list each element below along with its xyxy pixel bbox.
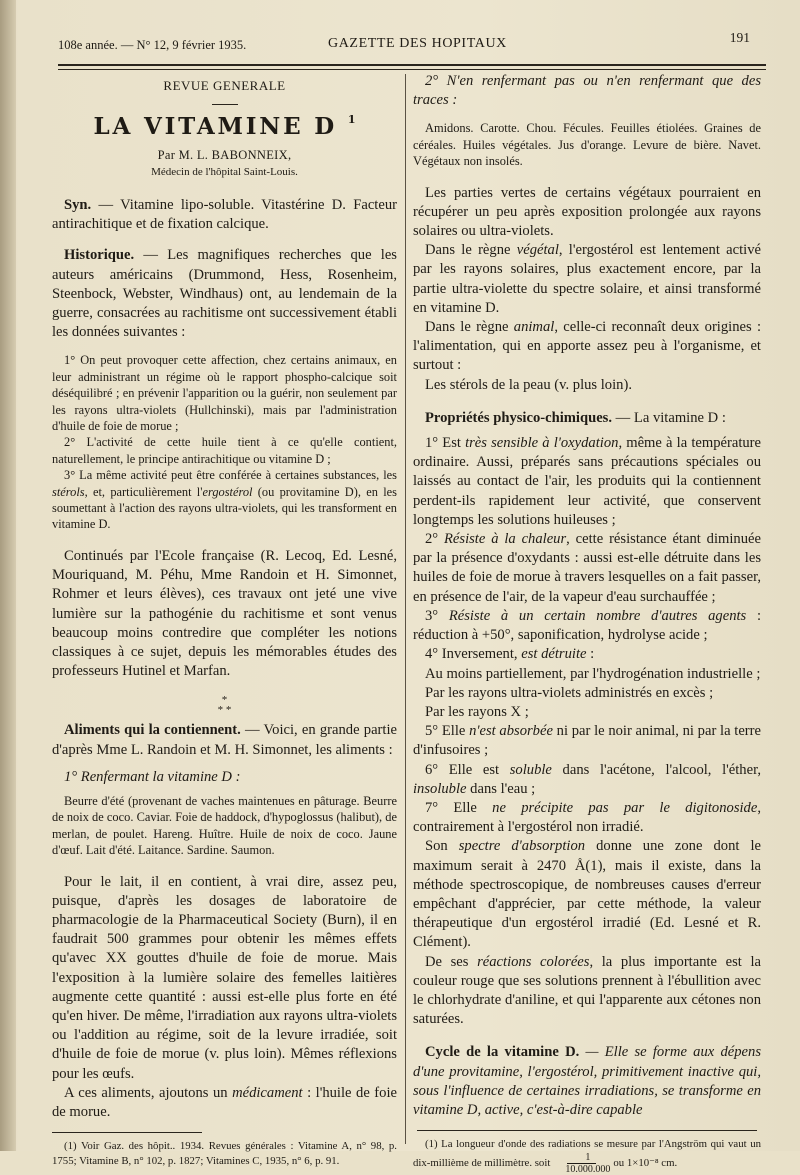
issue-info: 108e année. — N° 12, 9 février 1935. [58, 38, 247, 52]
property-4-item-2: Par les rayons ultra-violets administrés en excès ; [425, 684, 714, 701]
author-affiliation: Médecin de l'hôpital Saint-Louis. [151, 166, 298, 178]
aliments-paragraph: Aliments qui la contiennent. — Voici, en grande partie d'après Mme L. Randoin et M. H. Simonnet, les aliments : [52, 722, 398, 758]
color-reactions-paragraph: De ses réactions colorées, la plus importante est la couleur rouge que ses solutions prennent à l'ébullition avec le chlorhydrate d'aniline, et qui l'apparente aux cétones non saturées. [413, 953, 762, 1028]
left-column [52, 72, 397, 1168]
history-item-1: 1° On peut provoquer cette affection, chez certains animaux, en leur administrant un régime où le rapport phospho-calcique soit déséquilibré ; en prévenir l'apparition ou la guérir, non seulement par les rayons ultra-violets (Hullchinski), mais par l'administration d'huile de foie de morue ; [52, 353, 397, 434]
containing-heading: 1° Renfermant la vitamine D : [64, 768, 241, 785]
column-divider [405, 74, 406, 1144]
properties-paragraph: Propriétés physico-chimiques. — La vitamine D : [425, 409, 726, 426]
header-rule-thick [58, 64, 766, 66]
containing-food-list: Beurre d'été (provenant de vaches maintenues en pâturage. Beurre de noix de coco. Caviar. Foie de haddock, d'hypoglossus (halibut), de merlan, de poulet. Hareng. Huître. Huile de noix de coco. Jaune d'œuf. Lait d'été. Laitance. Sardine. Saumon. [52, 793, 397, 858]
fraction: $\frac{1}{10.000.000}$ [565, 1151, 611, 1175]
section-label: REVUE GENERALE [163, 78, 286, 93]
article-title: LA VITAMINE D $^1$ [93, 113, 356, 140]
animal-paragraph: Dans le règne animal, celle-ci reconnaît deux origines : l'alimentation, qui en apporte assez peu à l'organisme, et surtout : [413, 319, 761, 374]
author-line: Par M. L. BABONNEIX, [157, 148, 292, 162]
continued-paragraph: Continués par l'Ecole française (R. Lecoq, Ed. Lesné, Mouriquand, M. Péhu, Mme Randoin et H. Simonnet, Rohmer et leurs élèves), ces travaux ont jeté une vive lumière sur la pathogénie du rachitisme et sont venus beaucoup moins contredire que compléter les notions classiques à ce sujet, depuis les mémorables études des professeurs Hutinel et Marfan. [52, 547, 397, 680]
history-paragraph: Historique. — Les magnifiques recherches que les auteurs américains (Drummond, Hess, Rosenheim, Steenbock, Webster, Windhaus) ont, au lendemain de la guerre, consacrées au rachitisme ont successivement établi les données suivantes : [52, 247, 397, 341]
property-5: 5° Elle n'est absorbée ni par le noir animal, ni par la terre d'infusoires ; [413, 723, 762, 759]
history-item-2: 2° L'activité de cette huile tient à ce qu'elle contient, naturellement, le principe antirachitique ou vitamine D ; [52, 435, 397, 466]
footnote-rule [52, 1132, 202, 1133]
page-binding-edge [0, 0, 16, 1151]
property-1: 1° Est très sensible à l'oxydation, même à la température ordinaire. Aussi, préparés sans précautions spéciales ou laissés au contact de l'air, les produits qui la contiennent perdent-ils rapidement leur activité, que conservent longtemps les solutions huileuses ; [413, 435, 762, 528]
footnote-rule-right [417, 1130, 757, 1131]
property-4-item-3: Par les rayons X ; [425, 703, 529, 720]
title-separator [212, 104, 238, 105]
cycle-paragraph: Cycle de la vitamine D. — Elle se forme aux dépens d'une provitamine, l'ergostérol, primitivement inactive qui, sous l'influence de certaines irradiations, se transforme en vitamine D, active, c'est-à-dire capable [413, 1044, 761, 1118]
medicament-paragraph: A ces aliments, ajoutons un médicament : l'huile de foie de morue. [52, 1084, 397, 1120]
spectrum-paragraph: Son spectre d'absorption donne une zone dont le maximum serait à 2470 Å(1), mais il existe, dans la méthode spectroscopique, de nombreuses causes d'erreur empêchant d'apprécier, par cette méthode, la valeur thérapeutique d'un ergostérol irradié (Ed. Lesné et R. Clément). [413, 838, 761, 951]
title-footnote-mark: 1 [347, 113, 356, 126]
right-column [413, 72, 761, 1175]
green-parts-paragraph: Les parties vertes de certains végétaux pourraient en récupérer un peu après exposition prolongée aux rayons solaires ou ultra-violets. [413, 184, 761, 240]
footnote-right: (1) La longueur d'onde des radiations se mesure par l'Angström qui vaut un dix-millième de millimètre. soit $\frac{1}{10.000.000}$ ou 1×10⁻⁸ cm. [413, 1138, 761, 1175]
property-4: 4° Inversement, est détruite : [425, 646, 595, 663]
running-header [58, 30, 760, 60]
not-containing-food-list: Amidons. Carotte. Chou. Fécules. Feuilles étiolées. Graines de céréales. Huiles végétales. Jus d'orange. Levure de bière. Navet. Végétaux non insolés. [413, 121, 761, 169]
property-7: 7° Elle ne précipite pas par le digitonoside, contrairement à l'ergostérol non irradié. [413, 799, 761, 836]
skin-sterols-line: Les stérols de la peau (v. plus loin). [425, 376, 632, 393]
journal-title: GAZETTE DES HOPITAUX [328, 36, 507, 51]
footnote-left: (1) Voir Gaz. des hôpit.. 1934. Revues générales : Vitamine A, n° 98, p. 1755; Vitamine B, n° 102, p. 1827; Vitamines C, 1935, n° 6, p. 91. [52, 1140, 397, 1167]
property-4-item-1: Au moins partiellement, par l'hydrogénation industrielle ; [425, 665, 761, 682]
property-2: 2° Résiste à la chaleur, cette résistance étant diminuée par la présence d'oxydants : aussi est-elle détruite dans les huiles de foie de morue à travers lesquelles on a fait passer, en présence de l'air, de la vapeur d'eau surchauffée ; [413, 531, 761, 605]
milk-paragraph: Pour le lait, il en contient, à vrai dire, assez peu, puisque, d'après les dosages de laboratoire de pharmacologie de la Pharmaceutical Society (Burn), il en faudrait 500 grammes pour obtenir les mêmes effets qu'avec XX gouttes d'huile de foie de morue. Mais l'exposition à la lumière solaire des femelles laitières augmente cette quantité : aussi est-elle plus forte en été qu'en hiver. De même, l'irradiation aux rayons ultra-violets ou l'addition au régime, soit de la levure irradiée, soit d'huile de foie de morue (v. plus loin). Mêmes réflexions pour les œufs. [52, 873, 397, 1082]
asterism: * * * [217, 694, 232, 717]
vegetal-paragraph: Dans le règne végétal, l'ergostérol est lentement activé par les rayons solaires, plus exactement encore, par la partie ultra-violette du spectre solaire, et ainsi transformé en vitamine D. [413, 242, 761, 316]
property-3: 3° Résiste à un certain nombre d'autres agents : réduction à +50°, saponification, hydrolyse acide ; [413, 607, 762, 644]
synonyms-paragraph: Syn. — Vitamine lipo-soluble. Vitastérine D. Facteur antirachitique et de fixation calcique. [52, 197, 397, 233]
page-number: 191 [729, 30, 750, 45]
property-6: 6° Elle est soluble dans l'acétone, l'alcool, l'éther, insoluble dans l'eau ; [413, 761, 761, 797]
header-rule-thin [58, 69, 766, 70]
not-containing-heading: 2° N'en renfermant pas ou n'en renfermant que des traces : [413, 73, 761, 109]
history-item-3: 3° La même activité peut être conférée à certaines substances, les stérols, et, particulièrement l'ergostérol (ou provitamine D), en les soumettant à l'action des rayons ultra-violets, qui les transforment en vitamine D. [52, 468, 397, 532]
